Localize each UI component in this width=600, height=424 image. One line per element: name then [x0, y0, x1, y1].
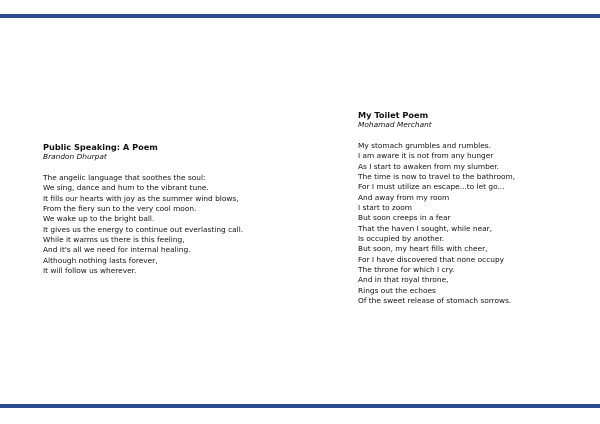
poem-title: Public Speaking: A Poem: [43, 142, 158, 152]
poem-my-toilet-poem: [358, 110, 593, 307]
poem-lines: [358, 141, 593, 307]
poem-line: As I start to awaken from my slumber.: [358, 161, 500, 171]
poem-lines: [43, 173, 313, 276]
poem-line: The throne for which I cry.: [358, 265, 455, 275]
poem-line: That the haven I sought, while near,: [358, 223, 493, 233]
poem-line: My stomach grumbles and rumbles.: [358, 141, 491, 150]
poem-author: Mohamad Merchant: [358, 120, 432, 129]
poem-line: Rings out the echoes: [358, 285, 436, 295]
poem-line: But soon, my heart fills with cheer,: [358, 244, 488, 254]
poem-line: And it's all we need for internal healing.: [43, 245, 191, 255]
poem-line: While it warms us there is this feeling,: [43, 235, 185, 245]
poem-line: The angelic language that soothes the soul:: [43, 173, 206, 182]
poem-line: But soon creeps in a fear: [358, 213, 451, 223]
poem-line: Is occupied by another.: [358, 234, 445, 244]
poem-line: I start to zoom: [358, 203, 412, 213]
poem-line: It will follow us wherever.: [43, 266, 137, 276]
poem-line: And in that royal throne,: [358, 275, 449, 285]
poem-line: It fills our hearts with joy as the summer wind blows,: [43, 193, 239, 203]
poem-author: Brandon Dhurpat: [43, 152, 107, 161]
poem-line: And away from my room: [358, 192, 450, 202]
poem-title: My Toilet Poem: [358, 110, 429, 120]
poem-line: Although nothing lasts forever,: [43, 255, 158, 265]
poem-line: From the fiery sun to the very cool moon.: [43, 204, 197, 214]
top-border-rule: [0, 14, 600, 18]
poem-line: We wake up to the bright ball.: [43, 214, 155, 224]
poem-line: I am aware it is not from any hunger: [358, 151, 494, 161]
poem-public-speaking: [43, 142, 313, 276]
poem-line: For I must utilize an escape...to let go...: [358, 182, 505, 192]
poem-line: For I have discovered that none occupy: [358, 254, 505, 264]
poem-line: We sing, dance and hum to the vibrant tune.: [43, 183, 209, 193]
bottom-border-rule: [0, 404, 600, 408]
poem-line: Of the sweet release of stomach sorrows.: [358, 296, 512, 306]
poem-line: The time is now to travel to the bathroom,: [358, 172, 516, 182]
poem-line: It gives us the energy to continue out everlasting call.: [43, 224, 244, 234]
